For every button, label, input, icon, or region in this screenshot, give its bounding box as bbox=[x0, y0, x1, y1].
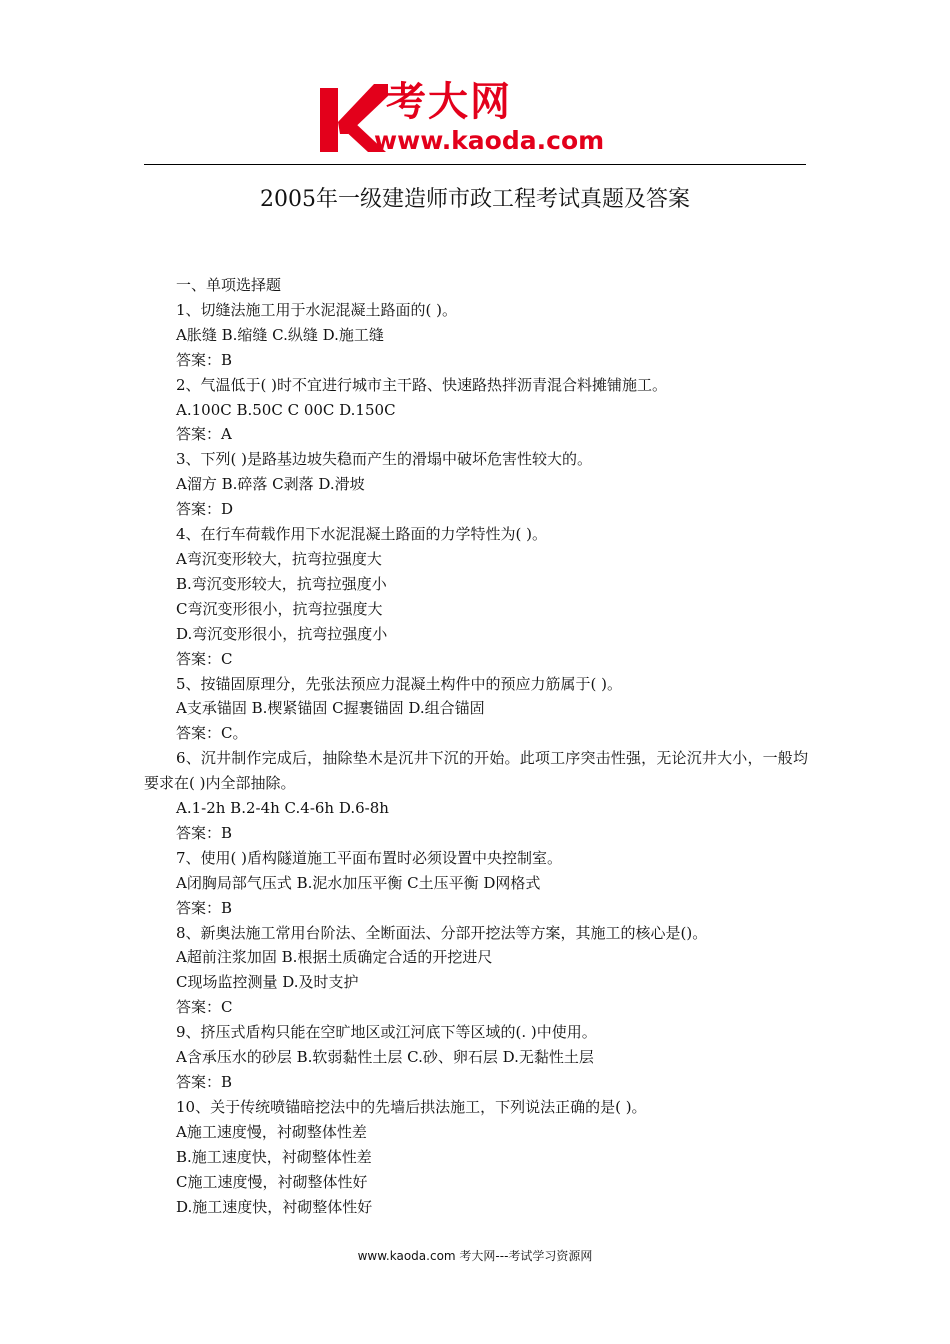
options-line: C施工速度慢，衬砌整体性好 bbox=[176, 1172, 368, 1191]
answer-line: 答案：C。 bbox=[176, 724, 248, 743]
answer-line: 答案：A bbox=[176, 425, 232, 444]
options-line: A.1-2h B.2-4h C.4-6h D.6-8h bbox=[176, 799, 389, 818]
question-line: 4、在行车荷载作用下水泥混凝土路面的力学特性为( )。 bbox=[176, 525, 548, 544]
question-line: 1、切缝法施工用于水泥混凝土路面的( )。 bbox=[176, 300, 458, 319]
options-line: B.弯沉变形较大，抗弯拉强度小 bbox=[176, 574, 387, 593]
question-line: 6、沉井制作完成后，抽除垫木是沉井下沉的开始。此项工序突击性强，无论沉井大小，一般均要求在( )内全部抽除。 bbox=[144, 749, 808, 793]
logo-url-text: www.kaoda.com bbox=[374, 126, 605, 155]
question-line: 9、挤压式盾构只能在空旷地区或江河底下等区域的(. )中使用。 bbox=[176, 1023, 597, 1042]
question-line: 7、使用( )盾构隧道施工平面布置时必须设置中央控制室。 bbox=[176, 848, 563, 867]
question-line: 10、关于传统喷锚暗挖法中的先墙后拱法施工，下列说法正确的是( )。 bbox=[176, 1097, 647, 1116]
answer-line: 答案：B bbox=[176, 898, 233, 917]
options-line: A超前注浆加固 B.根据土质确定合适的开挖进尺 bbox=[176, 948, 493, 967]
question-line: 5、按锚固原理分，先张法预应力混凝土构件中的预应力筋属于( )。 bbox=[176, 674, 623, 693]
options-line: A支承锚固 B.楔紧锚固 C握裹锚固 D.组合锚固 bbox=[176, 699, 485, 718]
answer-line: 答案：B bbox=[176, 1073, 233, 1091]
options-line: B.施工速度快，衬砌整体性差 bbox=[176, 1147, 372, 1166]
options-line: A含承压水的砂层 B.软弱黏性土层 C.砂、卵石层 D.无黏性土层 bbox=[176, 1048, 594, 1067]
options-line: A胀缝 B.缩缝 C.纵缝 D.施工缝 bbox=[176, 325, 384, 344]
options-line: A施工速度慢，衬砌整体性差 bbox=[176, 1122, 367, 1141]
options-line: C现场监控测量 D.及时支护 bbox=[176, 973, 359, 992]
answer-line: 答案：B bbox=[176, 350, 233, 369]
options-line: C弯沉变形很小，抗弯拉强度大 bbox=[176, 599, 383, 618]
question-line: 2、气温低于( )时不宜进行城市主干路、快速路热拌沥青混合料摊铺施工。 bbox=[176, 375, 668, 394]
options-line: A闭胸局部气压式 B.泥水加压平衡 C土压平衡 D网格式 bbox=[176, 873, 541, 892]
document-body bbox=[144, 273, 808, 1219]
section-heading: 一、单项选择题 bbox=[176, 276, 282, 294]
page-footer: www.kaoda.com 考大网---考试学习资源网 bbox=[357, 1249, 593, 1263]
answer-line: 答案：D bbox=[176, 500, 234, 519]
options-line: A溜方 B.碎落 C剥落 D.滑坡 bbox=[176, 475, 365, 494]
options-line: D.弯沉变形很小，抗弯拉强度小 bbox=[176, 624, 388, 643]
options-line: A弯沉变形较大，抗弯拉强度大 bbox=[176, 549, 382, 568]
document-title: 2005年一级建造师市政工程考试真题及答案 bbox=[260, 187, 690, 212]
answer-line: 答案：B bbox=[176, 823, 233, 842]
question-line: 8、新奥法施工常用台阶法、全断面法、分部开挖法等方案，其施工的核心是()。 bbox=[176, 923, 708, 942]
options-line: D.施工速度快，衬砌整体性好 bbox=[176, 1197, 373, 1216]
answer-line: 答案：C bbox=[176, 649, 233, 668]
question-line: 3、下列( )是路基边坡失稳而产生的滑塌中破坏危害性较大的。 bbox=[176, 450, 593, 469]
options-line: A.100C B.50C C 00C D.150C bbox=[176, 400, 396, 419]
header-divider bbox=[144, 164, 806, 165]
logo-brand-text: 考大网 bbox=[386, 79, 512, 125]
answer-line: 答案：C bbox=[176, 998, 233, 1017]
site-logo[interactable] bbox=[318, 78, 648, 160]
